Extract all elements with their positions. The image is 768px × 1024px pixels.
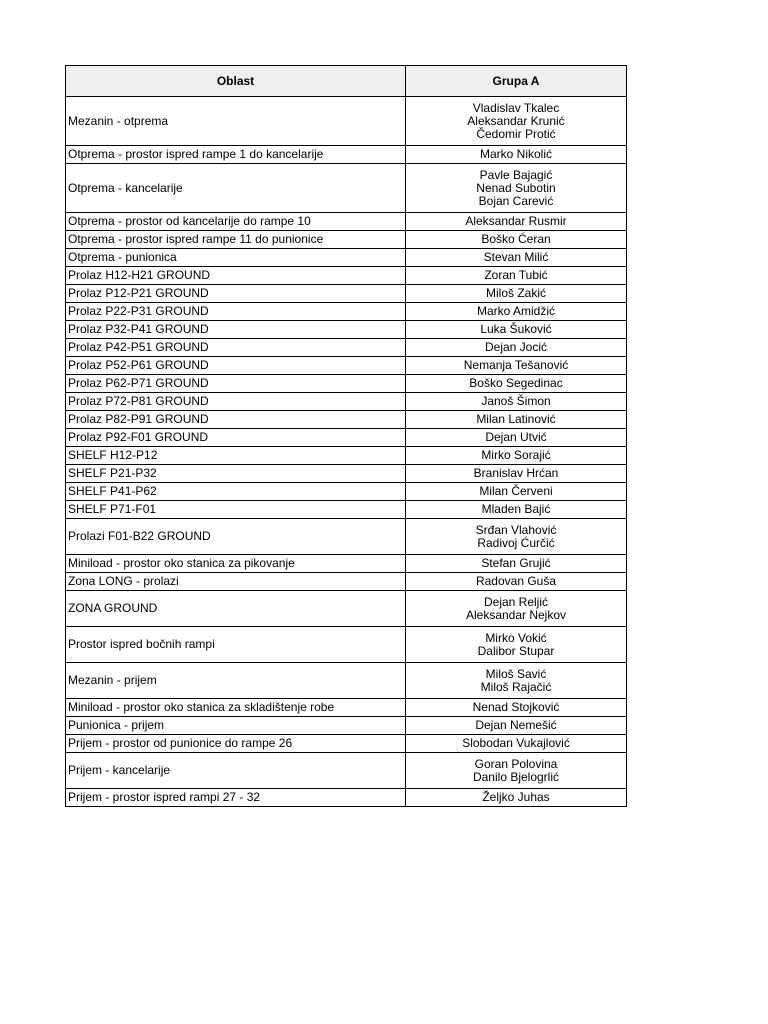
group-cell (406, 146, 627, 164)
table-row (66, 555, 627, 573)
table-row (66, 483, 627, 501)
header-area: Oblast (66, 66, 406, 97)
area-cell: SHELF H12-P12 (66, 447, 406, 465)
table-row (66, 339, 627, 357)
table-row (66, 249, 627, 267)
table-row (66, 321, 627, 339)
table-row (66, 285, 627, 303)
table-body (66, 97, 627, 807)
table-row (66, 267, 627, 285)
table-row (66, 519, 627, 555)
person-name: Mirko Vokić (485, 630, 547, 645)
group-cell (406, 411, 627, 429)
table-row (66, 663, 627, 699)
group-cell (406, 483, 627, 501)
person-name: Milan Latinović (476, 412, 556, 426)
header-row (66, 66, 627, 97)
area-cell: Zona LONG - prolazi (66, 573, 406, 591)
table-row (66, 717, 627, 735)
person-name: Miloš Rajačić (480, 679, 552, 694)
person-name: Stefan Grujić (481, 556, 551, 570)
person-name: Aleksandar Krunić (467, 113, 565, 128)
group-cell (406, 357, 627, 375)
person-name: Boško Segedinac (469, 376, 563, 390)
group-cell (406, 699, 627, 717)
group-cell (406, 591, 627, 627)
person-name: Dejan Reljić (483, 594, 549, 609)
table-row (66, 627, 627, 663)
area-cell: Prijem - prostor ispred rampi 27 - 32 (66, 789, 406, 807)
table-row (66, 573, 627, 591)
person-name: Danilo Bjelogrlić (472, 769, 560, 784)
person-name: Dejan Utvić (485, 430, 547, 444)
area-cell: Prolaz P32-P41 GROUND (66, 321, 406, 339)
group-cell (406, 321, 627, 339)
person-name: Čedomir Protić (476, 126, 556, 141)
group-cell (406, 447, 627, 465)
area-cell: Otprema - prostor ispred rampe 1 do kancelarije (66, 146, 406, 164)
table-row (66, 753, 627, 789)
table-row (66, 447, 627, 465)
assignment-table (65, 65, 627, 807)
group-cell (406, 735, 627, 753)
area-cell: Mezanin - prijem (66, 663, 406, 699)
person-name: Stevan Milić (483, 250, 549, 264)
person-name: Luka Šuković (480, 322, 552, 336)
person-name: Radivoj Ćurčić (477, 535, 555, 550)
person-name: Miloš Savić (485, 666, 547, 681)
person-name: Goran Polovina (474, 756, 558, 771)
area-cell: Prolaz P22-P31 GROUND (66, 303, 406, 321)
table-row (66, 146, 627, 164)
person-name: Marko Amidžić (476, 304, 556, 318)
group-cell (406, 249, 627, 267)
group-cell (406, 519, 627, 555)
person-name: Vladislav Tkalec (472, 100, 560, 115)
person-name: Radovan Guša (475, 574, 557, 588)
person-name: Slobodan Vukajlović (462, 736, 570, 750)
table-row (66, 501, 627, 519)
area-cell: Prolazi F01-B22 GROUND (66, 519, 406, 555)
person-name: Dejan Nemešić (475, 718, 557, 732)
area-cell: Otprema - prostor od kancelarije do rampe 10 (66, 213, 406, 231)
person-name: Zoran Tubić (484, 268, 548, 282)
person-name: Dejan Jocić (484, 340, 548, 354)
area-cell: Prijem - kancelarije (66, 753, 406, 789)
area-cell: Prostor ispred bočnih rampi (66, 627, 406, 663)
person-name: Marko Nikolić (479, 147, 552, 161)
group-cell (406, 285, 627, 303)
area-cell: Prolaz P92-F01 GROUND (66, 429, 406, 447)
group-cell (406, 555, 627, 573)
group-cell (406, 339, 627, 357)
area-cell: Prolaz P12-P21 GROUND (66, 285, 406, 303)
group-cell (406, 375, 627, 393)
table-row (66, 97, 627, 146)
group-cell (406, 465, 627, 483)
group-cell (406, 717, 627, 735)
group-cell (406, 573, 627, 591)
area-cell: Otprema - kancelarije (66, 164, 406, 213)
area-cell: Otprema - prostor ispred rampe 11 do punionice (66, 231, 406, 249)
group-cell (406, 164, 627, 213)
group-cell (406, 501, 627, 519)
person-name: Nenad Stojković (472, 700, 560, 714)
person-name: Željko Juhas (482, 790, 550, 804)
person-name: Pavle Bajagić (479, 167, 553, 182)
table-row (66, 375, 627, 393)
group-cell (406, 393, 627, 411)
area-cell: ZONA GROUND (66, 591, 406, 627)
group-cell (406, 97, 627, 146)
person-name: Nemanja Tešanović (463, 358, 569, 372)
area-cell: Punionica - prijem (66, 717, 406, 735)
area-cell: Prolaz P62-P71 GROUND (66, 375, 406, 393)
area-cell: SHELF P41-P62 (66, 483, 406, 501)
area-cell: SHELF P71-F01 (66, 501, 406, 519)
group-cell (406, 663, 627, 699)
person-name: Janoš Šimon (481, 394, 551, 408)
area-cell: Prolaz P52-P61 GROUND (66, 357, 406, 375)
table-row (66, 393, 627, 411)
table-row (66, 591, 627, 627)
group-cell (406, 627, 627, 663)
area-cell: Prolaz P42-P51 GROUND (66, 339, 406, 357)
group-cell (406, 231, 627, 249)
area-cell: Mezanin - otprema (66, 97, 406, 146)
table-row (66, 465, 627, 483)
person-name: Boško Ćeran (481, 232, 551, 246)
table-row (66, 164, 627, 213)
table-row (66, 789, 627, 807)
table-row (66, 303, 627, 321)
person-name: Dalibor Stupar (477, 643, 555, 658)
table-row (66, 357, 627, 375)
area-cell: SHELF P21-P32 (66, 465, 406, 483)
person-name: Srđan Vlahović (475, 522, 557, 537)
table-row (66, 231, 627, 249)
group-cell (406, 213, 627, 231)
person-name: Nenad Subotin (476, 180, 556, 195)
area-cell: Prolaz P72-P81 GROUND (66, 393, 406, 411)
header-group: Grupa A (406, 66, 627, 97)
group-cell (406, 267, 627, 285)
area-cell: Otprema - punionica (66, 249, 406, 267)
group-cell (406, 303, 627, 321)
group-cell (406, 753, 627, 789)
table-row (66, 699, 627, 717)
table-row (66, 735, 627, 753)
person-name: Aleksandar Nejkov (465, 607, 567, 622)
person-name: Aleksandar Rusmir (465, 214, 567, 228)
person-name: Mirko Sorajić (481, 448, 551, 462)
area-cell: Prolaz H12-H21 GROUND (66, 267, 406, 285)
person-name: Miloš Zakić (485, 286, 546, 300)
area-cell: Prijem - prostor od punionice do rampe 26 (66, 735, 406, 753)
area-cell: Miniload - prostor oko stanica za skladištenje robe (66, 699, 406, 717)
table-row (66, 429, 627, 447)
table-row (66, 411, 627, 429)
person-name: Bojan Carević (478, 193, 554, 208)
person-name: Mladen Bajić (481, 502, 551, 516)
area-cell: Prolaz P82-P91 GROUND (66, 411, 406, 429)
group-cell (406, 429, 627, 447)
table-row (66, 213, 627, 231)
group-cell (406, 789, 627, 807)
area-cell: Miniload - prostor oko stanica za pikovanje (66, 555, 406, 573)
person-name: Milan Červeni (479, 484, 553, 498)
person-name: Branislav Hrćan (473, 466, 559, 480)
